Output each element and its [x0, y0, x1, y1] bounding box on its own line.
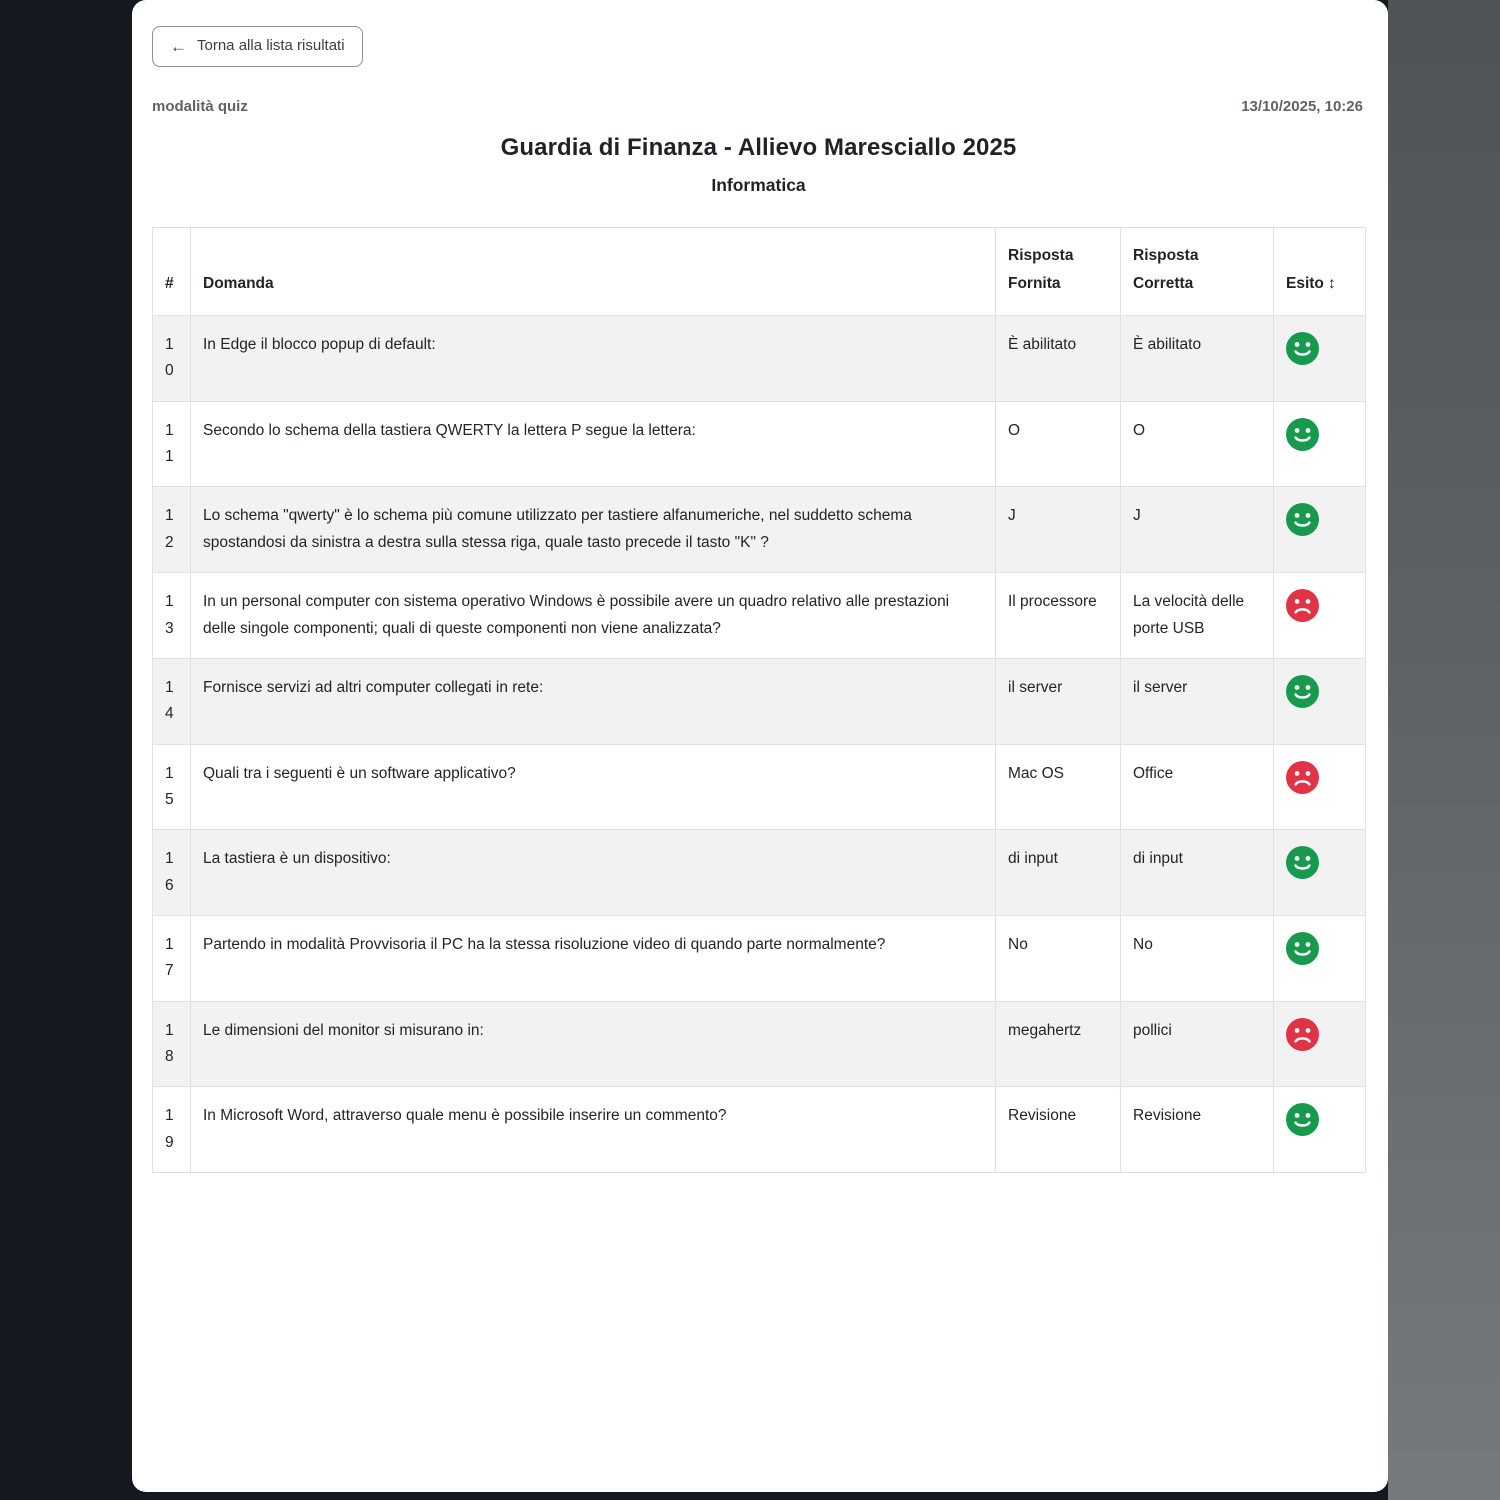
question-cell: In Microsoft Word, attraverso quale menu è possibile inserire un commento?	[191, 1087, 996, 1173]
question-cell: Fornisce servizi ad altri computer collegati in rete:	[191, 658, 996, 744]
correct-answer-cell: Revisione	[1121, 1087, 1274, 1173]
result-happy-face-icon	[1286, 332, 1319, 365]
background-right-band	[1388, 0, 1500, 1500]
correct-answer-cell: il server	[1121, 658, 1274, 744]
back-button-label: Torna alla lista risultati	[197, 37, 345, 54]
given-answer-cell: Mac OS	[996, 744, 1121, 830]
question-cell: Lo schema "qwerty" è lo schema più comune utilizzato per tastiere alfanumeriche, nel suddetto schema spostandosi da sinistra a destra sulla stessa riga, quale tasto precede il tasto "K" ?	[191, 487, 996, 573]
row-number-cell: 13	[153, 573, 191, 659]
question-cell: Partendo in modalità Provvisoria il PC ha la stessa risoluzione video di quando parte normalmente?	[191, 915, 996, 1001]
header-number: #	[153, 227, 191, 315]
row-number-cell: 18	[153, 1001, 191, 1087]
correct-answer-cell: È abilitato	[1121, 316, 1274, 402]
header-result[interactable]	[1274, 227, 1366, 315]
header-result-label: Esito	[1286, 275, 1324, 293]
results-table-body	[153, 316, 1366, 1173]
question-cell: La tastiera è un dispositivo:	[191, 830, 996, 916]
result-happy-face-icon	[1286, 1103, 1319, 1136]
table-row	[153, 487, 1366, 573]
back-to-results-button[interactable]	[152, 26, 363, 67]
given-answer-cell: megahertz	[996, 1001, 1121, 1087]
header-question: Domanda	[191, 227, 996, 315]
row-number-cell: 17	[153, 915, 191, 1001]
result-cell	[1274, 316, 1366, 402]
correct-answer-cell: Office	[1121, 744, 1274, 830]
page-title: Guardia di Finanza - Allievo Maresciallo 2025	[500, 133, 1017, 161]
given-answer-cell: il server	[996, 658, 1121, 744]
given-answer-cell: No	[996, 915, 1121, 1001]
result-sad-face-icon	[1286, 589, 1319, 622]
given-answer-cell: J	[996, 487, 1121, 573]
table-row	[153, 1001, 1366, 1087]
table-row	[153, 316, 1366, 402]
row-number-cell: 19	[153, 1087, 191, 1173]
result-cell	[1274, 830, 1366, 916]
result-happy-face-icon	[1286, 418, 1319, 451]
results-table	[152, 227, 1366, 1173]
question-cell: In Edge il blocco popup di default:	[191, 316, 996, 402]
header-given-answer: Risposta Fornita	[996, 227, 1121, 315]
result-cell	[1274, 573, 1366, 659]
result-cell	[1274, 401, 1366, 487]
table-header-row	[153, 227, 1366, 315]
result-cell	[1274, 1087, 1366, 1173]
table-row	[153, 830, 1366, 916]
correct-answer-cell: J	[1121, 487, 1274, 573]
result-happy-face-icon	[1286, 675, 1319, 708]
timestamp: 13/10/2025, 10:26	[1241, 97, 1363, 115]
result-sad-face-icon	[1286, 1018, 1319, 1051]
correct-answer-cell: No	[1121, 915, 1274, 1001]
correct-answer-cell: di input	[1121, 830, 1274, 916]
table-row	[153, 401, 1366, 487]
meta-row	[152, 98, 1363, 115]
given-answer-cell: Il processore	[996, 573, 1121, 659]
question-cell: In un personal computer con sistema operativo Windows è possibile avere un quadro relativo alle prestazioni delle singole componenti; quali di queste componenti non viene analizzata?	[191, 573, 996, 659]
question-cell: Le dimensioni del monitor si misurano in:	[191, 1001, 996, 1087]
result-cell	[1274, 658, 1366, 744]
correct-answer-cell: pollici	[1121, 1001, 1274, 1087]
back-arrow-icon: ←	[170, 36, 187, 56]
quiz-mode-label: modalità quiz	[152, 97, 248, 115]
question-cell: Quali tra i seguenti è un software applicativo?	[191, 744, 996, 830]
table-row	[153, 1087, 1366, 1173]
row-number-cell: 11	[153, 401, 191, 487]
result-cell	[1274, 1001, 1366, 1087]
row-number-cell: 14	[153, 658, 191, 744]
sort-updown-icon: ↕	[1327, 275, 1336, 293]
header-correct-answer: Risposta Corretta	[1121, 227, 1274, 315]
result-cell	[1274, 744, 1366, 830]
page-subtitle: Informatica	[711, 174, 806, 195]
result-cell	[1274, 915, 1366, 1001]
given-answer-cell: O	[996, 401, 1121, 487]
result-happy-face-icon	[1286, 503, 1319, 536]
row-number-cell: 16	[153, 830, 191, 916]
given-answer-cell: di input	[996, 830, 1121, 916]
quiz-results-card	[132, 0, 1388, 1492]
correct-answer-cell: O	[1121, 401, 1274, 487]
table-row	[153, 658, 1366, 744]
result-sad-face-icon	[1286, 761, 1319, 794]
result-happy-face-icon	[1286, 932, 1319, 965]
question-cell: Secondo lo schema della tastiera QWERTY la lettera P segue la lettera:	[191, 401, 996, 487]
given-answer-cell: Revisione	[996, 1087, 1121, 1173]
row-number-cell: 10	[153, 316, 191, 402]
result-happy-face-icon	[1286, 846, 1319, 879]
given-answer-cell: È abilitato	[996, 316, 1121, 402]
table-row	[153, 573, 1366, 659]
row-number-cell: 15	[153, 744, 191, 830]
result-cell	[1274, 487, 1366, 573]
correct-answer-cell: La velocità delle porte USB	[1121, 573, 1274, 659]
row-number-cell: 12	[153, 487, 191, 573]
table-row	[153, 915, 1366, 1001]
table-row	[153, 744, 1366, 830]
